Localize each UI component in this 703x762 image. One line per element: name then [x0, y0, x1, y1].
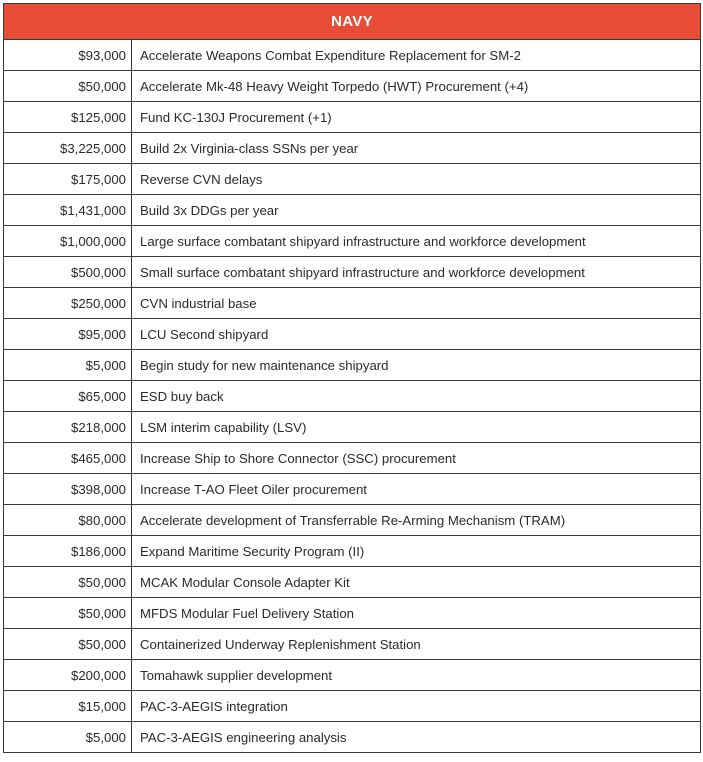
table-row [4, 567, 701, 598]
description-cell: Containerized Underway Replenishment Station [132, 629, 701, 660]
description-cell: Large surface combatant shipyard infrastructure and workforce development [132, 226, 701, 257]
description-cell: Tomahawk supplier development [132, 660, 701, 691]
description-cell: Increase T-AO Fleet Oiler procurement [132, 474, 701, 505]
description-cell: CVN industrial base [132, 288, 701, 319]
table-row [4, 505, 701, 536]
description-cell: LCU Second shipyard [132, 319, 701, 350]
amount-cell: $218,000 [4, 412, 132, 443]
amount-cell: $50,000 [4, 71, 132, 102]
table-row [4, 102, 701, 133]
description-cell: Build 2x Virginia-class SSNs per year [132, 133, 701, 164]
table-row [4, 474, 701, 505]
table-row [4, 443, 701, 474]
amount-cell: $200,000 [4, 660, 132, 691]
table-row [4, 350, 701, 381]
table-row [4, 319, 701, 350]
table-row [4, 629, 701, 660]
table-row [4, 381, 701, 412]
amount-cell: $1,431,000 [4, 195, 132, 226]
amount-cell: $95,000 [4, 319, 132, 350]
amount-cell: $50,000 [4, 629, 132, 660]
table-row [4, 257, 701, 288]
amount-cell: $398,000 [4, 474, 132, 505]
amount-cell: $186,000 [4, 536, 132, 567]
table-title: NAVY [4, 4, 701, 40]
description-cell: Fund KC-130J Procurement (+1) [132, 102, 701, 133]
navy-funding-table [3, 3, 701, 753]
amount-cell: $50,000 [4, 598, 132, 629]
amount-cell: $50,000 [4, 567, 132, 598]
description-cell: Increase Ship to Shore Connector (SSC) procurement [132, 443, 701, 474]
table-row [4, 722, 701, 753]
table-row [4, 660, 701, 691]
amount-cell: $15,000 [4, 691, 132, 722]
table-row [4, 691, 701, 722]
amount-cell: $5,000 [4, 722, 132, 753]
table-row [4, 195, 701, 226]
description-cell: Build 3x DDGs per year [132, 195, 701, 226]
table-body [4, 40, 701, 753]
amount-cell: $175,000 [4, 164, 132, 195]
amount-cell: $465,000 [4, 443, 132, 474]
table-row [4, 598, 701, 629]
description-cell: MFDS Modular Fuel Delivery Station [132, 598, 701, 629]
amount-cell: $250,000 [4, 288, 132, 319]
table-header-row [4, 4, 701, 40]
description-cell: Accelerate Mk-48 Heavy Weight Torpedo (HWT) Procurement (+4) [132, 71, 701, 102]
amount-cell: $3,225,000 [4, 133, 132, 164]
description-cell: MCAK Modular Console Adapter Kit [132, 567, 701, 598]
amount-cell: $65,000 [4, 381, 132, 412]
description-cell: Reverse CVN delays [132, 164, 701, 195]
table-row [4, 412, 701, 443]
description-cell: PAC-3-AEGIS integration [132, 691, 701, 722]
description-cell: Small surface combatant shipyard infrastructure and workforce development [132, 257, 701, 288]
table-row [4, 226, 701, 257]
description-cell: Accelerate Weapons Combat Expenditure Replacement for SM-2 [132, 40, 701, 71]
table-row [4, 40, 701, 71]
navy-table-container [3, 3, 700, 753]
amount-cell: $93,000 [4, 40, 132, 71]
table-row [4, 164, 701, 195]
table-row [4, 133, 701, 164]
table-row [4, 71, 701, 102]
table-row [4, 288, 701, 319]
amount-cell: $1,000,000 [4, 226, 132, 257]
description-cell: PAC-3-AEGIS engineering analysis [132, 722, 701, 753]
description-cell: LSM interim capability (LSV) [132, 412, 701, 443]
table-row [4, 536, 701, 567]
amount-cell: $500,000 [4, 257, 132, 288]
amount-cell: $80,000 [4, 505, 132, 536]
description-cell: ESD buy back [132, 381, 701, 412]
amount-cell: $125,000 [4, 102, 132, 133]
description-cell: Expand Maritime Security Program (II) [132, 536, 701, 567]
description-cell: Accelerate development of Transferrable Re-Arming Mechanism (TRAM) [132, 505, 701, 536]
amount-cell: $5,000 [4, 350, 132, 381]
description-cell: Begin study for new maintenance shipyard [132, 350, 701, 381]
